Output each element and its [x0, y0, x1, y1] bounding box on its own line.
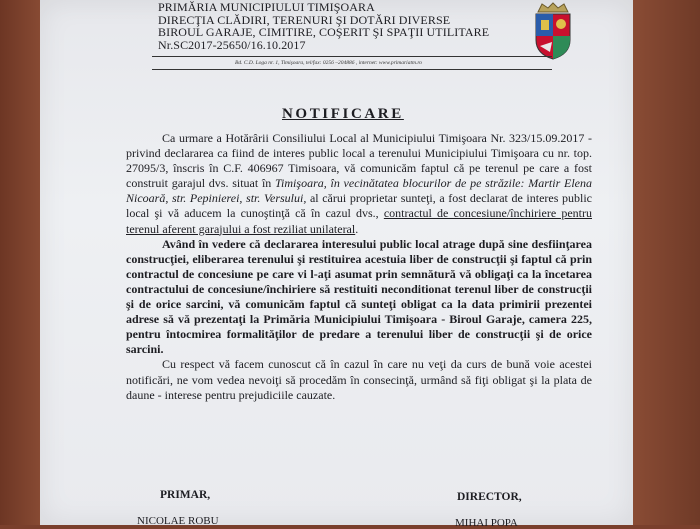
p1-termination: contractul de concesiune/închiriere pentru terenul aferent garajului a fost reziliat unilateral — [126, 206, 592, 236]
notice-paper — [40, 0, 633, 529]
paragraph-3: Cu respect vă facem cunoscut că în cazul în care nu veţi da curs de bună voie acestei notificări, ne vom vedea nevoiţi să procedăm în consecinţă, urmând să fiţi obligat şi la plata de daune - interese pentru prejudiciile cauzate. — [126, 357, 592, 402]
registration-number: Nr.SC2017-25650/16.10.2017 — [158, 37, 306, 52]
notice-body — [126, 131, 592, 403]
document-title: NOTIFICARE — [282, 106, 404, 122]
mayor-name: NICOLAE ROBU — [137, 515, 219, 527]
director-role: DIRECTOR, — [457, 491, 522, 503]
paragraph-1 — [126, 131, 592, 237]
institution-name: PRIMĂRIA MUNICIPIULUI TIMIŞOARA — [158, 0, 375, 14]
brick-wall-left — [0, 0, 40, 525]
directorate-name: DIRECŢIA CLĂDIRI, TERENURI ŞI DOTĂRI DIVERSE — [158, 12, 451, 27]
coat-of-arms-icon — [532, 2, 574, 60]
letterhead — [158, 1, 489, 51]
p1-text-c: al cărui proprietar sunteţi, a fost declarat de interes public local şi vă aducem la cunoştinţă că în cazul dvs., — [126, 191, 592, 221]
p1-location: Timişoara, în vecinătatea blocurilor de pe străzile: Martir Elena Nicoară, str. Pepinierei, str. Versului, — [126, 176, 592, 206]
office-name: BIROUL GARAJE, CIMITIRE, COŞERIT ŞI SPAŢII UTILITARE — [158, 25, 490, 39]
paragraph-2: Având în vedere că declararea interesului public local atrage după sine desfiinţarea construcţiei, eliberarea terenului şi restituirea acestuia liber de construcţii şi faptul că prin contractul de concesiune pe care vi l-aţi asumat prin semnătură vă obligaţi ca la încetarea contractului de concesiune/închiriere să restituiti neconditionat terenul liber de construcţii şi de orice sarcini, vă comunicăm faptul că sunteţi obligat ca la data primirii prezentei adrese să vă prezentaţi la Primăria Municipiului Timişoara - Biroul Garaje, camera 225, pentru întocmirea formalităţilor de predare a terenului liber de construcţii şi de orice sarcini. — [126, 236, 592, 357]
director-name: MIHAI POPA — [455, 517, 518, 529]
p1-text-a: Ca urmare a Hotărârii Consiliului Local al Municipiului Timişoara Nr. 323/15.09.2017 - privind declararea ca fiind de interes public local a terenului Municipiului Timişoara cu nr. top. 27095/3, înscris în C.F. 406967 Timisoara, vă comunicăm faptul că pe terenul pe care a fost construit garajul dvs. situat în — [126, 131, 592, 191]
p1-text-e: . — [355, 221, 359, 236]
header-rule-bottom — [152, 69, 552, 70]
mayor-role: PRIMAR, — [160, 489, 211, 501]
brick-wall-right — [632, 0, 700, 525]
contact-address: Bd. C.D. Loga nr. 1, Timişoara, tel/fax: 0256 –204886 , internet: www.primariatm.ro — [235, 60, 423, 66]
header-rule-top — [152, 56, 552, 57]
